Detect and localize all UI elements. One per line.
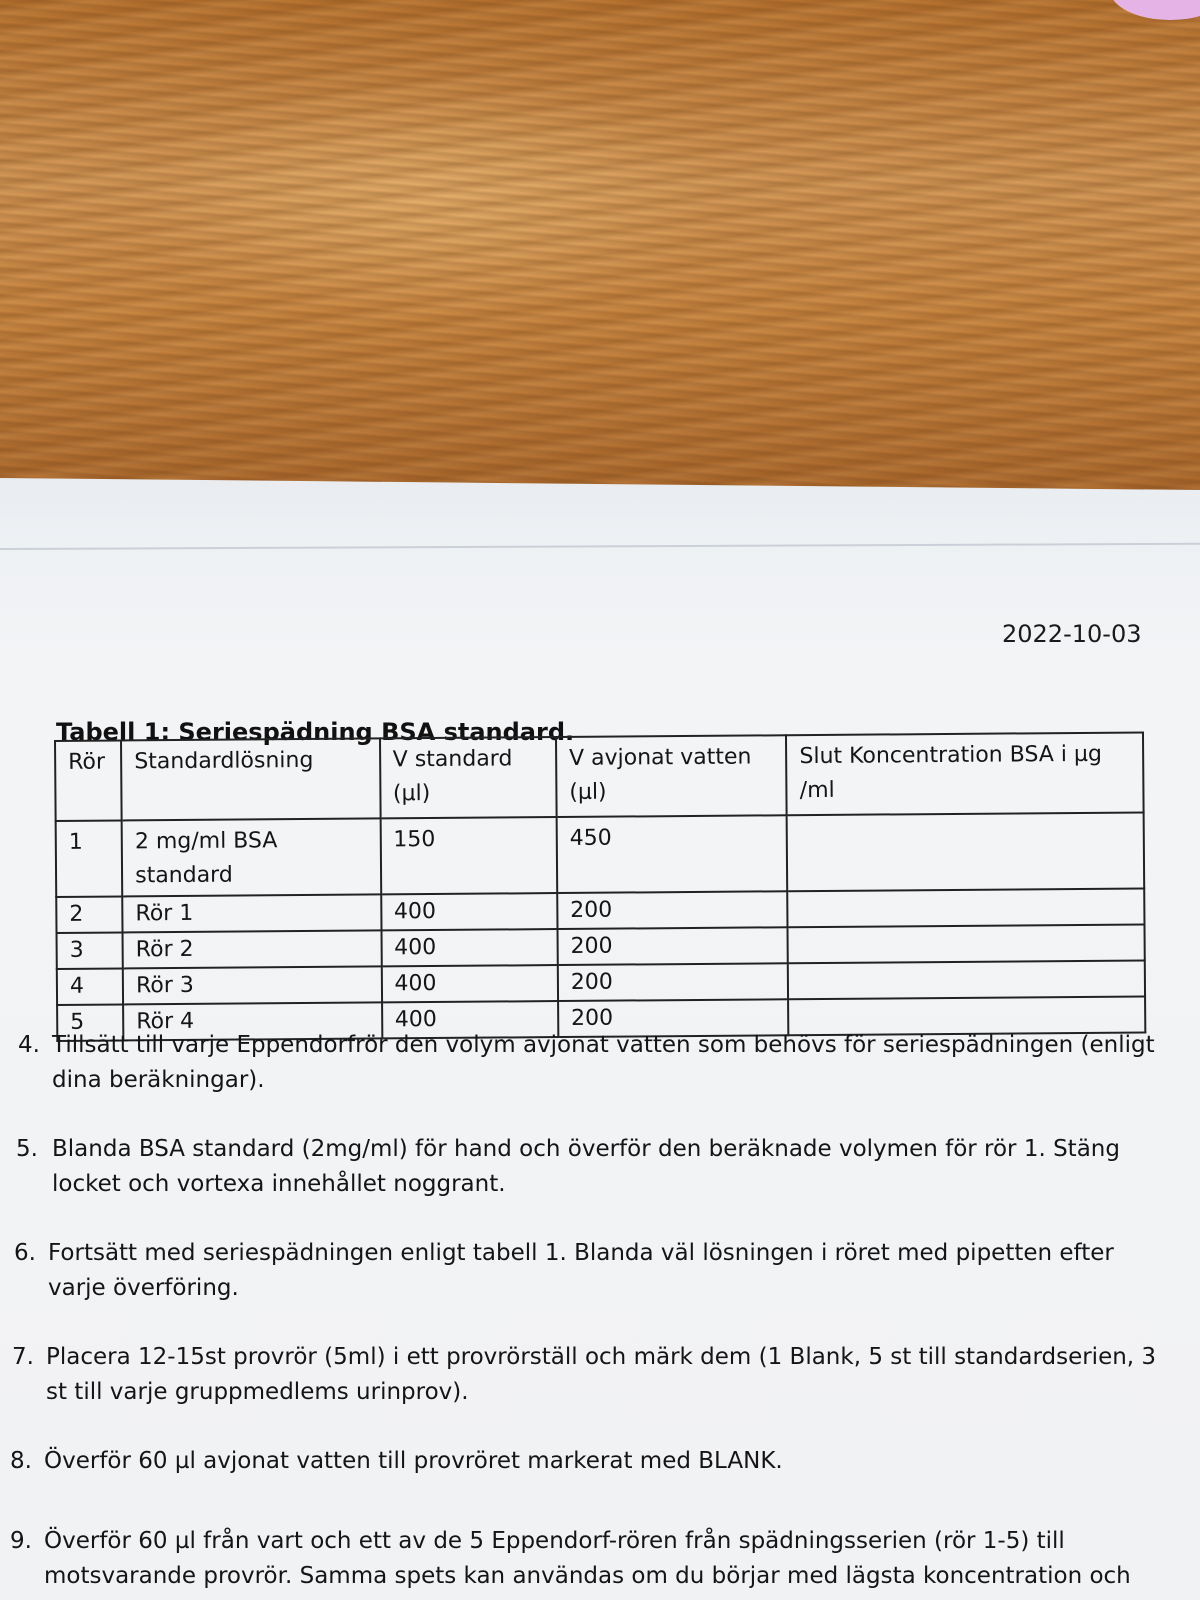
header-slut-koncentration: Slut Koncentration BSA i µg /ml <box>786 732 1143 815</box>
cell-v-standard: 400 <box>381 965 558 1002</box>
cell-standard: 2 mg/ml BSA standard <box>122 818 381 896</box>
cell-v-avjonat: 450 <box>557 815 788 893</box>
step-text: Överför 60 µl från vart och ett av de 5 Eppendorf-rören från spädningsserien (rör 1-5) till motsvarande provrör. Samma spets kan användas om du börjar med lägsta koncentration och <box>44 1528 1131 1589</box>
cell-slut <box>787 812 1144 891</box>
step-number: 7. <box>12 1344 34 1370</box>
header-ror: Rör <box>55 740 122 821</box>
cell-v-standard: 150 <box>380 817 557 894</box>
cell-standard: Rör 1 <box>122 894 381 932</box>
cell-standard: Rör 3 <box>123 966 382 1004</box>
cell-v-avjonat: 200 <box>557 891 788 929</box>
document-date: 2022-10-03 <box>1002 620 1142 648</box>
cell-ror: 2 <box>56 896 122 933</box>
cell-v-avjonat: 200 <box>558 963 789 1001</box>
header-standardlosning: Standardlösning <box>121 738 380 820</box>
wooden-table-background <box>0 0 1200 520</box>
cell-standard: Rör 2 <box>123 930 382 968</box>
step-number: 8. <box>10 1448 32 1474</box>
step-text: Blanda BSA standard (2mg/ml) för hand och överför den beräknade volymen för rör 1. Stäng locket och vortexa innehållet noggrant. <box>52 1136 1120 1197</box>
cell-ror: 5 <box>57 1004 123 1041</box>
step-text: Tillsätt till varje Eppendorfrör den volym avjonat vatten som behövs för seriespädningen (enligt dina beräkningar). <box>52 1032 1155 1093</box>
cell-slut <box>788 960 1145 999</box>
cell-v-standard: 400 <box>381 893 558 930</box>
cell-ror: 1 <box>56 820 123 897</box>
header-v-standard: V standard (µl) <box>380 737 557 818</box>
table-row <box>56 812 1145 897</box>
step-number: 9. <box>10 1528 32 1554</box>
cell-slut <box>788 888 1145 927</box>
header-v-avjonat: V avjonat vatten (µl) <box>556 735 787 817</box>
table-title: Tabell 1: Seriespädning BSA standard. <box>56 718 575 746</box>
step-number: 6. <box>14 1240 36 1266</box>
step-text: Fortsätt med seriespädningen enligt tabell 1. Blanda väl lösningen i röret med pipetten efter varje överföring. <box>48 1240 1114 1301</box>
cell-v-avjonat: 200 <box>557 927 788 965</box>
cell-ror: 3 <box>57 932 123 969</box>
cell-ror: 4 <box>57 968 123 1005</box>
step-number: 5. <box>16 1136 38 1162</box>
step-text: Överför 60 µl avjonat vatten till provröret markerat med BLANK. <box>44 1448 783 1474</box>
cell-v-avjonat: 200 <box>558 999 789 1037</box>
table-header-row <box>55 732 1144 821</box>
step-text: Placera 12-15st provrör (5ml) i ett provrörställ och märk dem (1 Blank, 5 st till standardserien, 3 st till varje gruppmedlems urinprov). <box>46 1344 1157 1405</box>
cell-v-standard: 400 <box>381 929 558 966</box>
cell-slut <box>788 924 1145 963</box>
cell-standard: Rör 4 <box>123 1002 382 1040</box>
cell-v-standard: 400 <box>382 1001 559 1038</box>
bsa-dilution-table <box>54 731 1146 1042</box>
step-number: 4. <box>18 1032 40 1058</box>
